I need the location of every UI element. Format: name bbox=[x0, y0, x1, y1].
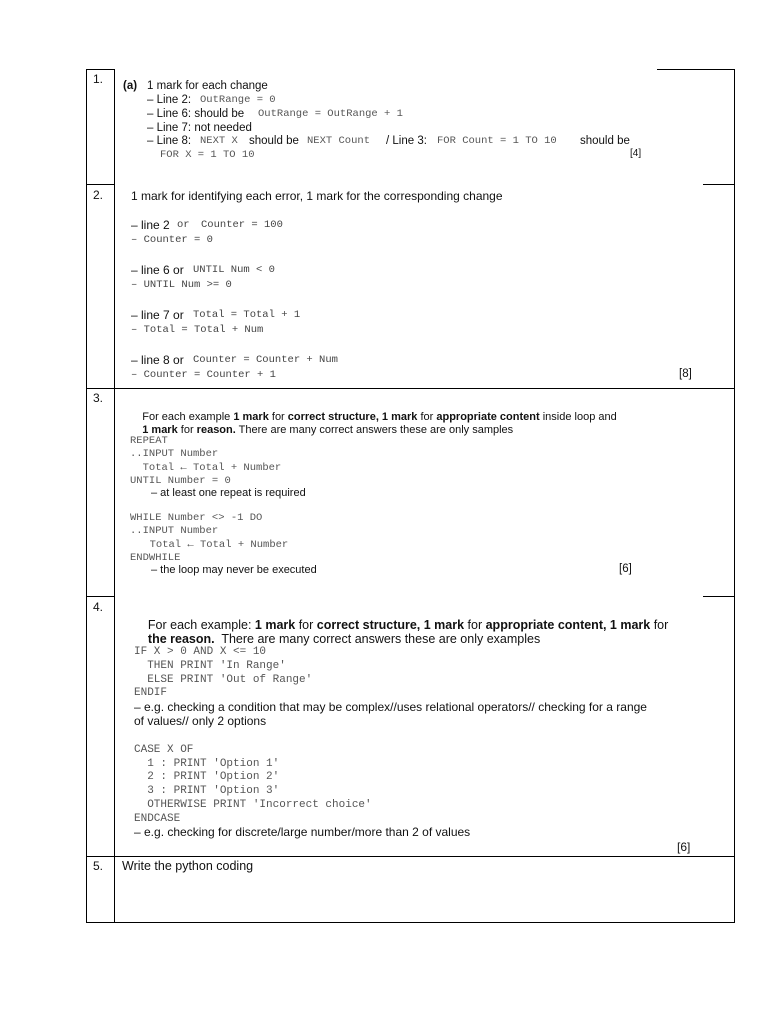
intro-bold: 1 mark bbox=[233, 411, 269, 423]
intro-text: for bbox=[295, 618, 317, 632]
answer-line-label: – Line 2: bbox=[147, 94, 192, 106]
intro-text: For each example: bbox=[147, 618, 255, 632]
intro-bold: correct structure, bbox=[287, 411, 379, 423]
code-snippet: NEXT Count bbox=[307, 135, 371, 147]
question-number: 4. bbox=[93, 600, 104, 614]
correction-line: – Total = Total + Num bbox=[131, 324, 264, 336]
code-line: OTHERWISE PRINT 'Incorrect choice' bbox=[134, 799, 372, 811]
code-snippet: FOR X = 1 TO 10 bbox=[160, 149, 255, 161]
code-line: ..INPUT Number bbox=[130, 448, 219, 460]
code-snippet: Counter = Counter + Num bbox=[193, 354, 338, 366]
question-number: 2. bbox=[93, 188, 104, 202]
table-border-bottom bbox=[86, 922, 735, 923]
code-snippet: NEXT X bbox=[200, 135, 238, 147]
intro-text: for bbox=[177, 424, 197, 436]
code-line: THEN PRINT 'In Range' bbox=[134, 660, 286, 672]
code-line: CASE X OF bbox=[134, 744, 194, 756]
row-separator bbox=[86, 596, 115, 597]
mark-scheme-intro: 1 mark for each change bbox=[147, 80, 268, 92]
intro-text: There are many correct answers these are only examples bbox=[214, 632, 541, 646]
marks-label: [6] bbox=[619, 563, 632, 575]
question-number: 3. bbox=[93, 391, 104, 405]
row-separator bbox=[703, 596, 735, 597]
answer-text: should be bbox=[249, 135, 299, 147]
intro-text: for bbox=[650, 618, 669, 632]
question-text: Write the python coding bbox=[122, 859, 254, 873]
part-label: (a) bbox=[123, 80, 138, 92]
code-line: 3 : PRINT 'Option 3' bbox=[134, 785, 280, 797]
intro-text: for bbox=[268, 411, 288, 423]
question-number: 1. bbox=[93, 72, 104, 86]
marks-label: [8] bbox=[679, 368, 692, 380]
table-border-left bbox=[86, 69, 87, 923]
reason-note: of values// only 2 options bbox=[134, 714, 267, 728]
question-number: 5. bbox=[93, 859, 104, 873]
code-snippet: FOR Count = 1 TO 10 bbox=[437, 135, 557, 147]
reason-note: – at least one repeat is required bbox=[151, 487, 306, 499]
code-snippet: Total = Total + 1 bbox=[193, 309, 301, 321]
intro-text: for bbox=[464, 618, 486, 632]
answer-line-label: – Line 8: bbox=[147, 135, 192, 147]
intro-text: for bbox=[417, 411, 437, 423]
code-line: ENDIF bbox=[134, 687, 168, 699]
table-border-top-right bbox=[657, 69, 735, 70]
table-border-top bbox=[86, 69, 115, 70]
code-snippet: Counter = 100 bbox=[201, 219, 283, 231]
reason-note: – e.g. checking for discrete/large number/more than 2 of values bbox=[134, 825, 471, 839]
code-line: 1 : PRINT 'Option 1' bbox=[134, 758, 280, 770]
intro-bold: 1 mark bbox=[142, 424, 178, 436]
row-separator bbox=[703, 184, 735, 185]
intro-bold: appropriate content bbox=[436, 411, 540, 423]
row-separator bbox=[86, 856, 735, 857]
code-line: 2 : PRINT 'Option 2' bbox=[134, 771, 280, 783]
intro-text: inside loop and bbox=[539, 411, 617, 423]
code-line: Total ← Total + Number bbox=[130, 462, 282, 474]
mark-scheme-intro-line2 bbox=[130, 409, 513, 451]
row-separator bbox=[86, 184, 115, 185]
intro-text: There are many correct answers these are only samples bbox=[235, 424, 514, 436]
table-border-right bbox=[734, 69, 735, 923]
intro-bold: 1 mark bbox=[254, 618, 296, 632]
intro-bold: appropriate content, 1 mark bbox=[485, 618, 651, 632]
intro-bold: the reason. bbox=[147, 632, 215, 646]
answer-text: should be bbox=[580, 135, 630, 147]
intro-text: For each example bbox=[142, 411, 234, 423]
error-or: or bbox=[177, 219, 190, 231]
code-line: ELSE PRINT 'Out of Range' bbox=[134, 674, 313, 686]
mark-scheme-intro: 1 mark for identifying each error, 1 mark for the corresponding change bbox=[131, 189, 503, 203]
code-line: REPEAT bbox=[130, 435, 168, 447]
code-snippet: OutRange = OutRange + 1 bbox=[258, 108, 403, 120]
marks-label: [4] bbox=[630, 148, 642, 159]
row-separator bbox=[86, 388, 735, 389]
code-line: ENDWHILE bbox=[130, 552, 181, 564]
error-label: – line 8 or bbox=[131, 353, 184, 367]
reason-note: – e.g. checking a condition that may be complex//uses relational operators// checking for a range bbox=[134, 700, 647, 714]
answer-line-label: – Line 6: should be bbox=[147, 108, 245, 120]
code-line: UNTIL Number = 0 bbox=[130, 475, 231, 487]
reason-note: – the loop may never be executed bbox=[151, 564, 317, 576]
error-label: – line 7 or bbox=[131, 308, 184, 322]
marks-label: [6] bbox=[677, 840, 691, 854]
answer-line: – Line 7: not needed bbox=[147, 122, 252, 134]
correction-line: – UNTIL Num >= 0 bbox=[131, 279, 232, 291]
intro-bold: correct structure, 1 mark bbox=[316, 618, 465, 632]
code-snippet: UNTIL Num < 0 bbox=[193, 264, 275, 276]
code-line: Total ← Total + Number bbox=[137, 539, 289, 551]
code-line: IF X > 0 AND X <= 10 bbox=[134, 646, 267, 658]
code-snippet: OutRange = 0 bbox=[200, 94, 276, 106]
code-line: WHILE Number <> -1 DO bbox=[130, 512, 263, 524]
code-line: ..INPUT Number bbox=[130, 525, 219, 537]
answer-text: / Line 3: bbox=[386, 135, 427, 147]
correction-line: – Counter = 0 bbox=[131, 234, 213, 246]
intro-bold: reason. bbox=[196, 424, 236, 436]
error-label: – line 6 or bbox=[131, 263, 184, 277]
correction-line: – Counter = Counter + 1 bbox=[131, 369, 276, 381]
intro-bold: 1 mark bbox=[378, 411, 418, 423]
error-label: – line 2 bbox=[131, 218, 170, 232]
number-column-divider bbox=[114, 69, 115, 923]
code-line: ENDCASE bbox=[134, 813, 181, 825]
